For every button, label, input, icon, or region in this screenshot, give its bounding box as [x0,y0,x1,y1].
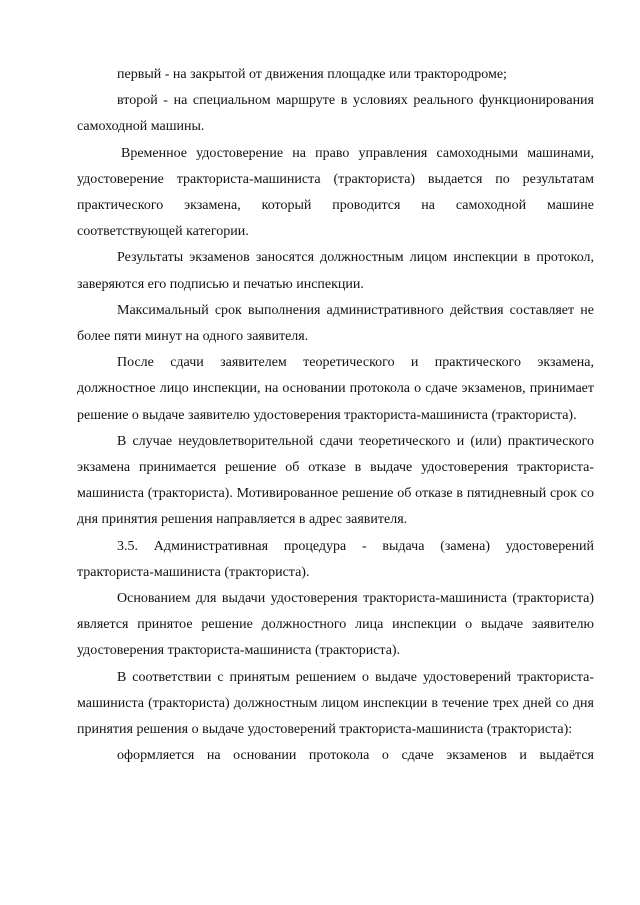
paragraph-exam-stage-one: первый - на закрытой от движения площадке или трактородроме; [117,67,507,82]
paragraph-issuance-decision: После сдачи заявителем теоретического и практического экзамена, должностное лицо инспекции, на основании протокола о сдаче экзаменов, принимает решение о выдаче заявителю удостоверения тракториста-машиниста (тракториста). [77,355,594,423]
paragraph-refusal: В случае неудовлетворительной сдачи теоретического и (или) практического экзамена принимается решение об отказе в выдаче удостоверения тракториста-машиниста (тракториста). Мотивированное решение об отказе в пятидневный срок со дня принятия решения направляется в адрес заявителя. [77,433,594,528]
paragraph-grounds-for-issuance: Основанием для выдачи удостоверения тракториста-машиниста (тракториста) является принятое решение должностного лица инспекции о выдаче заявителю удостоверения тракториста-машиниста (тракториста). [77,591,594,659]
paragraph-drawn-up: оформляется на основании протокола о сдаче экзаменов и выдаётся [117,748,594,764]
paragraph-temporary-license: Временное удостоверение на право управления самоходными машинами, удостоверение тракториста-машиниста (тракториста) выдается по результатам практического экзамена, который проводится на самоходной машине соответствующей категории. [77,145,594,240]
paragraph-issuance-timeline: В соответствии с принятым решением о выдаче удостоверений тракториста-машиниста (тракториста) должностным лицом инспекции в течение трех дней со дня принятия решения о выдаче удостоверений тракториста-машиниста (тракториста): [77,669,594,738]
paragraph-max-duration: Максимальный срок выполнения административного действия составляет не более пяти минут на одного заявителя. [77,302,594,345]
paragraph-exam-results: Результаты экзаменов заносятся должностным лицом инспекции в протокол, заверяются его подписью и печатью инспекции. [77,250,594,292]
section-heading-3-5: 3.5. Административная процедура - выдача (замена) удостоверений тракториста-машиниста (тракториста). [77,538,594,580]
paragraph-exam-stage-two: второй - на специальном маршруте в условиях реального функционирования самоходной машины. [77,93,594,135]
document-body [77,62,594,769]
